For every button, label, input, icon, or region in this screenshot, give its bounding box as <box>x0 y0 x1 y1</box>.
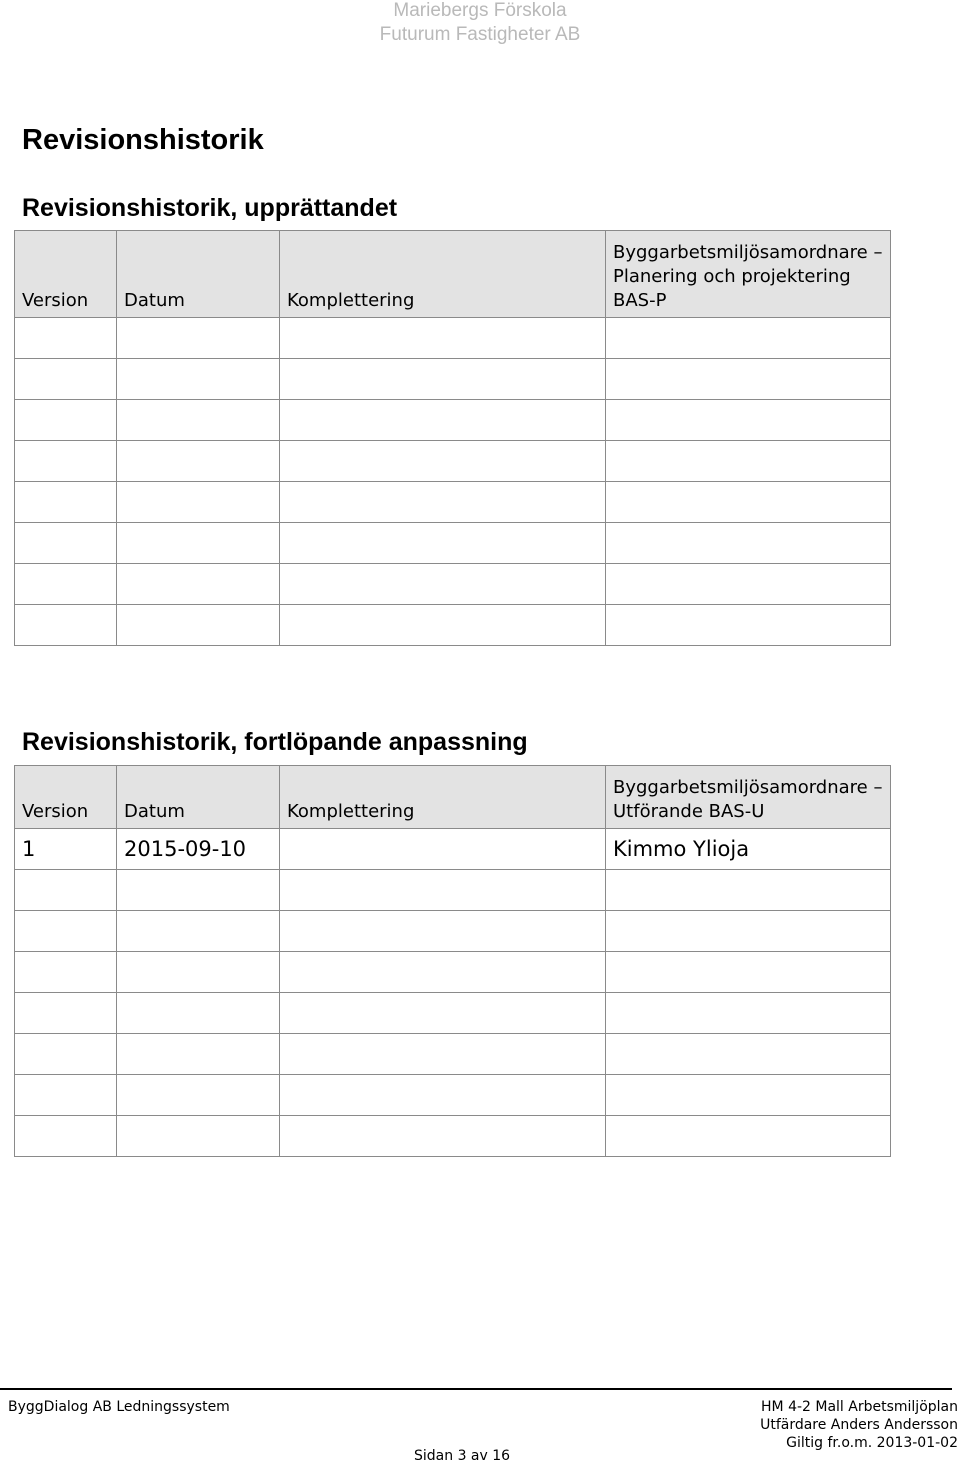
column-header: Version <box>15 766 117 829</box>
table-cell <box>280 400 606 441</box>
table-row <box>15 829 891 870</box>
footer-doc-id: HM 4-2 Mall Arbetsmiljöplan <box>761 1399 958 1415</box>
table-cell <box>15 911 117 952</box>
table-cell <box>117 993 280 1034</box>
footer-right <box>760 1398 958 1452</box>
table-cell <box>606 441 891 482</box>
table-cell <box>606 1116 891 1157</box>
table-row <box>15 952 891 993</box>
table-cell <box>606 993 891 1034</box>
table-cell <box>117 359 280 400</box>
table-cell <box>606 911 891 952</box>
revision-table-1 <box>14 230 891 646</box>
table-row <box>15 318 891 359</box>
table-cell <box>15 870 117 911</box>
revision-table-2 <box>14 765 891 1157</box>
table-cell <box>280 870 606 911</box>
table-cell <box>15 359 117 400</box>
table-cell <box>280 952 606 993</box>
table-cell <box>280 605 606 646</box>
table-cell <box>117 911 280 952</box>
table-cell <box>606 605 891 646</box>
table-cell <box>280 1034 606 1075</box>
table-cell <box>15 1075 117 1116</box>
column-header: Datum <box>117 766 280 829</box>
table-cell <box>606 1075 891 1116</box>
table-cell <box>15 952 117 993</box>
table-cell <box>15 605 117 646</box>
table-header-row <box>15 231 891 318</box>
table-row <box>15 911 891 952</box>
table-cell <box>606 564 891 605</box>
table-row <box>15 359 891 400</box>
table-row <box>15 605 891 646</box>
table-row <box>15 482 891 523</box>
table-cell <box>117 523 280 564</box>
table-cell <box>606 523 891 564</box>
table-cell <box>15 1034 117 1075</box>
table-row <box>15 1075 891 1116</box>
table-cell <box>280 441 606 482</box>
footer-rule <box>0 1388 952 1390</box>
table-row <box>15 870 891 911</box>
table-cell: 1 <box>15 829 117 870</box>
column-header: Version <box>15 231 117 318</box>
table-cell <box>117 1034 280 1075</box>
table-cell <box>280 911 606 952</box>
table-cell <box>606 482 891 523</box>
column-header: Komplettering <box>280 766 606 829</box>
table-cell <box>117 482 280 523</box>
table-cell <box>117 1116 280 1157</box>
table-cell <box>280 482 606 523</box>
table-row <box>15 400 891 441</box>
table-cell <box>280 523 606 564</box>
table-cell <box>280 829 606 870</box>
table-cell <box>15 564 117 605</box>
table-cell <box>117 870 280 911</box>
page-title: Revisionshistorik <box>22 124 264 156</box>
table-cell <box>117 1075 280 1116</box>
table-cell <box>606 318 891 359</box>
column-header: Komplettering <box>280 231 606 318</box>
column-header: Byggarbetsmiljösamordnare – Planering och projektering BAS-P <box>606 231 891 318</box>
table-row <box>15 564 891 605</box>
footer-left: ByggDialog AB Ledningssystem <box>8 1399 230 1415</box>
table-cell <box>280 318 606 359</box>
table-row <box>15 441 891 482</box>
table-cell <box>606 952 891 993</box>
table-cell <box>280 1116 606 1157</box>
column-header: Datum <box>117 231 280 318</box>
footer-issuer: Utfärdare Anders Andersson <box>760 1417 958 1433</box>
table-cell: Kimmo Ylioja <box>606 829 891 870</box>
column-header: Byggarbetsmiljösamordnare – Utförande BAS-U <box>606 766 891 829</box>
table-cell <box>15 400 117 441</box>
section2-heading: Revisionshistorik, fortlöpande anpassning <box>22 728 528 756</box>
table-row <box>15 523 891 564</box>
table-cell <box>280 359 606 400</box>
table-cell: 2015-09-10 <box>117 829 280 870</box>
table-cell <box>117 318 280 359</box>
table-cell <box>15 441 117 482</box>
table-cell <box>280 564 606 605</box>
header-client: Futurum Fastigheter AB <box>379 24 581 45</box>
table-cell <box>15 993 117 1034</box>
table-cell <box>117 605 280 646</box>
table-row <box>15 1034 891 1075</box>
table-cell <box>15 318 117 359</box>
table-cell <box>606 1034 891 1075</box>
table-cell <box>117 400 280 441</box>
footer-page-number: Sidan 3 av 16 <box>414 1448 511 1464</box>
table-header-row <box>15 766 891 829</box>
table-cell <box>117 952 280 993</box>
table-cell <box>15 482 117 523</box>
table-cell <box>606 400 891 441</box>
table-cell <box>280 1075 606 1116</box>
table-cell <box>280 993 606 1034</box>
table-cell <box>606 870 891 911</box>
footer-valid-from: Giltig fr.o.m. 2013-01-02 <box>786 1435 958 1451</box>
table-cell <box>117 564 280 605</box>
table-row <box>15 993 891 1034</box>
header-project: Mariebergs Förskola <box>393 0 567 21</box>
table-row <box>15 1116 891 1157</box>
table-cell <box>15 1116 117 1157</box>
section1-heading: Revisionshistorik, upprättandet <box>22 194 398 222</box>
table-cell <box>15 523 117 564</box>
table-cell <box>606 359 891 400</box>
table-cell <box>117 441 280 482</box>
